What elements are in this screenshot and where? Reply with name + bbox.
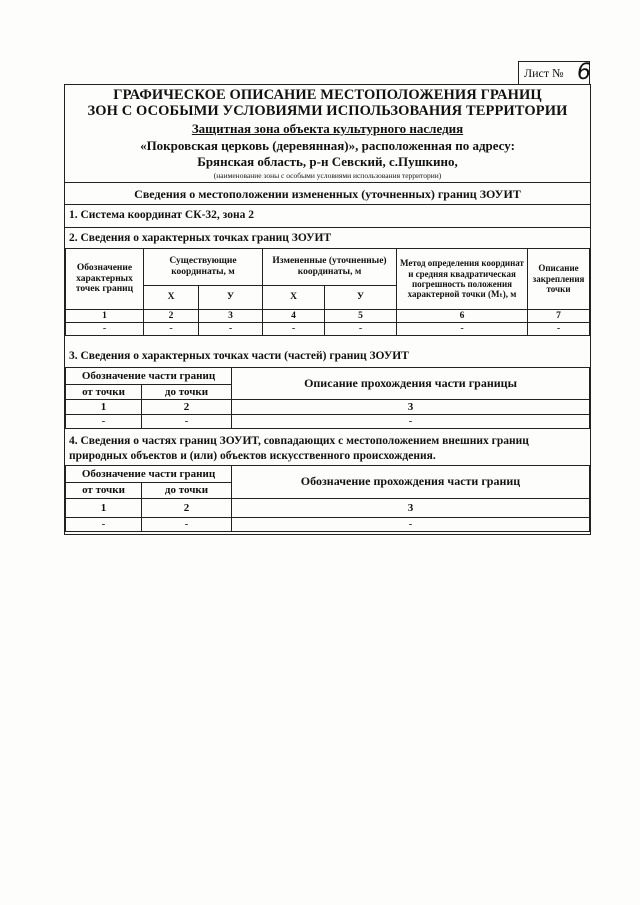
sheet-number-box — [518, 61, 590, 85]
title-line-1: ГРАФИЧЕСКОЕ ОПИСАНИЕ МЕСТОПОЛОЖЕНИЯ ГРАНИЦ — [113, 87, 542, 103]
table-cell: - — [66, 415, 142, 429]
coinciding-parts-table — [65, 465, 590, 532]
table-cell: - — [142, 415, 232, 429]
table-cell: - — [397, 323, 528, 336]
header-to-point: до точки — [142, 483, 232, 499]
header-from-point: от точки — [66, 385, 142, 400]
column-number: 4 — [263, 310, 325, 323]
column-number: 3 — [199, 310, 263, 323]
section-4-title — [69, 434, 529, 464]
points-table — [65, 248, 590, 336]
header-part-designation: Обозначение части границ — [66, 466, 232, 483]
column-number: 1 — [66, 400, 142, 415]
table-cell: - — [142, 518, 232, 532]
section-1-title: 1. Система координат СК-32, зона 2 — [69, 209, 254, 221]
column-number: 2 — [144, 310, 199, 323]
table-cell: - — [528, 323, 590, 336]
divider — [65, 227, 590, 228]
header-to-point: до точки — [142, 385, 232, 400]
document-frame — [64, 84, 591, 535]
header-part-description: Описание прохождения части границы — [232, 368, 590, 400]
column-number: 2 — [142, 400, 232, 415]
header-changed-coords: Измененные (уточненные) координаты, м — [263, 249, 397, 286]
header-y: У — [199, 286, 263, 310]
boundary-parts-table — [65, 367, 590, 429]
zone-name: Защитная зона объекта культурного наследия — [191, 121, 464, 136]
column-number: 6 — [397, 310, 528, 323]
table-cell: - — [144, 323, 199, 336]
sheet-label: Лист № — [524, 66, 564, 80]
table-cell: - — [199, 323, 263, 336]
address-line: Брянская область, р-н Севский, с.Пушкино, — [197, 154, 458, 169]
object-line: «Покровская церковь (деревянная)», расположенная по адресу: — [140, 138, 515, 153]
header-from-point: от точки — [66, 483, 142, 499]
table-cell: - — [263, 323, 325, 336]
section-3-title: 3. Сведения о характерных точках части (частей) границ ЗОУИТ — [69, 350, 409, 362]
title-line-2: ЗОН С ОСОБЫМИ УСЛОВИЯМИ ИСПОЛЬЗОВАНИЯ ТЕРРИТОРИИ — [87, 103, 568, 119]
column-number: 3 — [232, 400, 590, 415]
table-cell: - — [232, 518, 590, 532]
column-number: 1 — [66, 310, 144, 323]
zone-caption: (наименование зоны с особыми условиями использования территории) — [213, 171, 442, 180]
table-cell: - — [66, 518, 142, 532]
section-4-title-line-2: природных объектов и (или) объектов искусственного происхождения. — [69, 450, 436, 462]
table-cell: - — [66, 323, 144, 336]
header-existing-coords: Существующие координаты, м — [144, 249, 263, 286]
table-cell: - — [232, 415, 590, 429]
header-x: Х — [263, 286, 325, 310]
column-number: 3 — [232, 499, 590, 518]
header-point-designation: Обозначение характерных точек границ — [66, 249, 144, 310]
header-y: У — [325, 286, 397, 310]
section-2-title: 2. Сведения о характерных точках границ ЗОУИТ — [69, 232, 332, 244]
column-number: 1 — [66, 499, 142, 518]
subtitle: Сведения о местоположении измененных (уточненных) границ ЗОУИТ — [134, 187, 521, 201]
header-part-passage: Обозначение прохождения части границ — [232, 466, 590, 499]
section-4-title-line-1: 4. Сведения о частях границ ЗОУИТ, совпадающих с местоположением внешних границ — [69, 435, 529, 447]
header-method: Метод определения координат и средняя квадратическая погрешность положения характерной точки (Мₜ), м — [397, 249, 528, 310]
column-number: 7 — [528, 310, 590, 323]
divider — [65, 204, 590, 205]
divider — [65, 182, 590, 183]
header-x: Х — [144, 286, 199, 310]
column-number: 5 — [325, 310, 397, 323]
sheet-number: 6 — [577, 60, 591, 85]
header-part-designation: Обозначение части границ — [66, 368, 232, 385]
header-fixing-description: Описание закрепления точки — [528, 249, 590, 310]
column-number: 2 — [142, 499, 232, 518]
table-cell: - — [325, 323, 397, 336]
